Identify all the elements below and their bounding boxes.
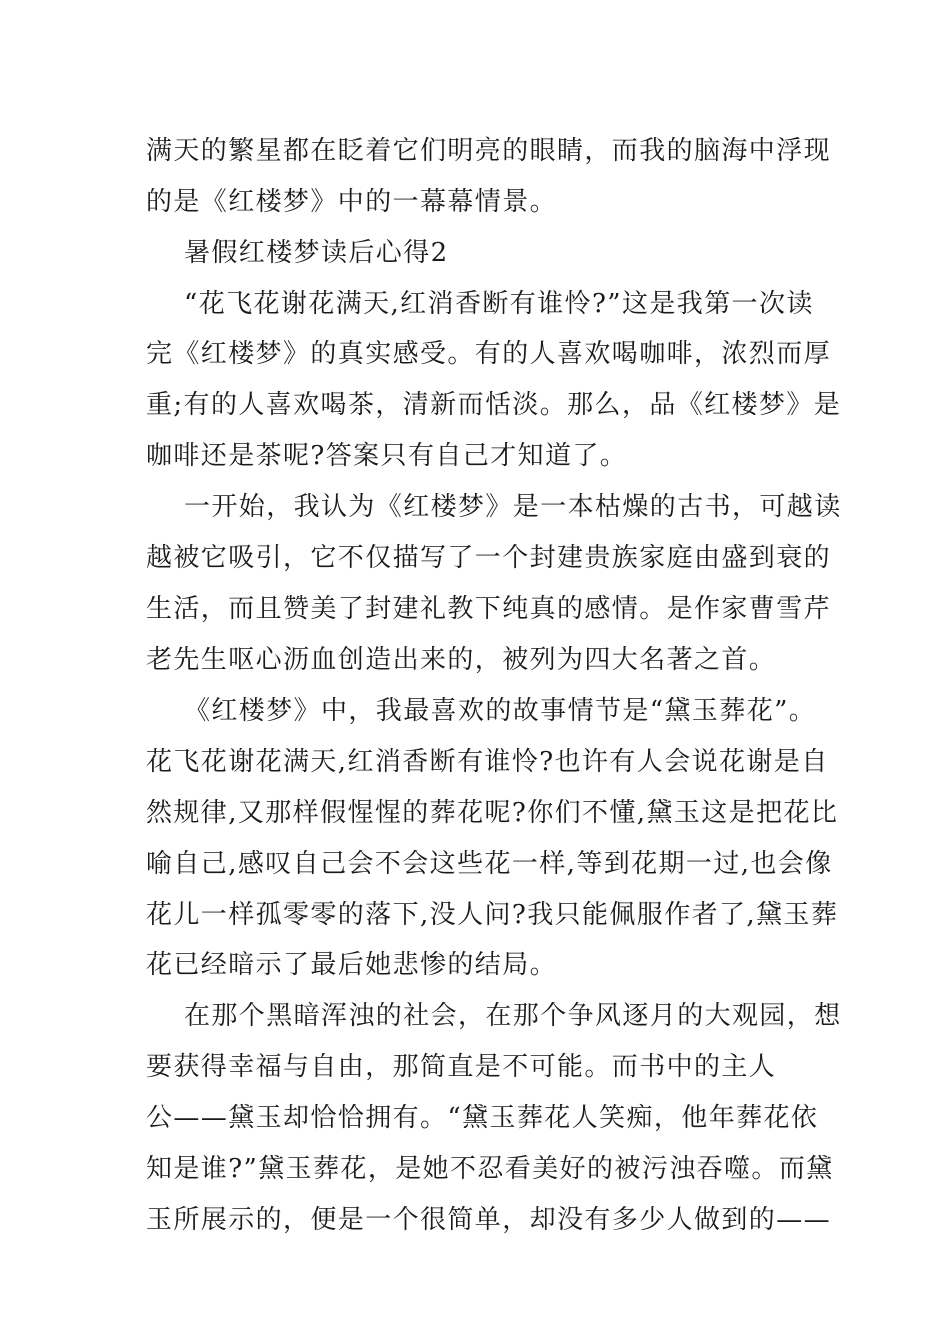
- text-line: 要获得幸福与自由，那简直是不可能。而书中的主人: [146, 1052, 777, 1082]
- text-line: 咖啡还是茶呢?答案只有自己才知道了。: [146, 441, 628, 471]
- text-line: 满天的繁星都在眨着它们明亮的眼睛，而我的脑海中浮现: [146, 136, 832, 166]
- text-line: 在那个黑暗浑浊的社会，在那个争风逐月的大观园，想: [184, 1001, 842, 1031]
- text-line: 花已经暗示了最后她悲惨的结局。: [146, 950, 558, 980]
- text-line: 老先生呕心沥血创造出来的，被列为四大名著之首。: [146, 645, 777, 675]
- text-line: 花飞花谢花满天,红消香断有谁怜?也许有人会说花谢是自: [146, 747, 829, 777]
- text-line: 越被它吸引，它不仅描写了一个封建贵族家庭由盛到衰的: [146, 543, 832, 573]
- text-line: 生活，而且赞美了封建礼教下纯真的感情。是作家曹雪芹: [146, 594, 832, 624]
- text-line: 玉所展示的，便是一个很简单，却没有多少人做到的——: [146, 1205, 832, 1235]
- text-line: 喻自己,感叹自己会不会这些花一样,等到花期一过,也会像: [146, 849, 833, 879]
- text-line: 一开始，我认为《红楼梦》是一本枯燥的古书，可越读: [184, 492, 842, 522]
- text-line: 《红楼梦》中，我最喜欢的故事情节是“黛玉葬花”。: [184, 696, 817, 726]
- text-line: 然规律,又那样假惺惺的葬花呢?你们不懂,黛玉这是把花比: [146, 798, 839, 828]
- text-line: “花飞花谢花满天,红消香断有谁怜?”这是我第一次读: [184, 289, 814, 319]
- text-line: 的是《红楼梦》中的一幕幕情景。: [146, 187, 558, 217]
- text-line: 花儿一样孤零零的落下,没人问?我只能佩服作者了,黛玉葬: [146, 900, 839, 930]
- text-line: 完《红楼梦》的真实感受。有的人喜欢喝咖啡，浓烈而厚: [146, 339, 832, 369]
- text-line: 公——黛玉却恰恰拥有。“黛玉葬花人笑痴，他年葬花依: [146, 1103, 819, 1133]
- text-line: 知是谁?”黛玉葬花，是她不忍看美好的被污浊吞噬。而黛: [146, 1154, 834, 1184]
- text-line: 重;有的人喜欢喝茶，清新而恬淡。那么，品《红楼梦》是: [146, 390, 842, 420]
- section-heading: 暑假红楼梦读后心得2: [184, 238, 449, 268]
